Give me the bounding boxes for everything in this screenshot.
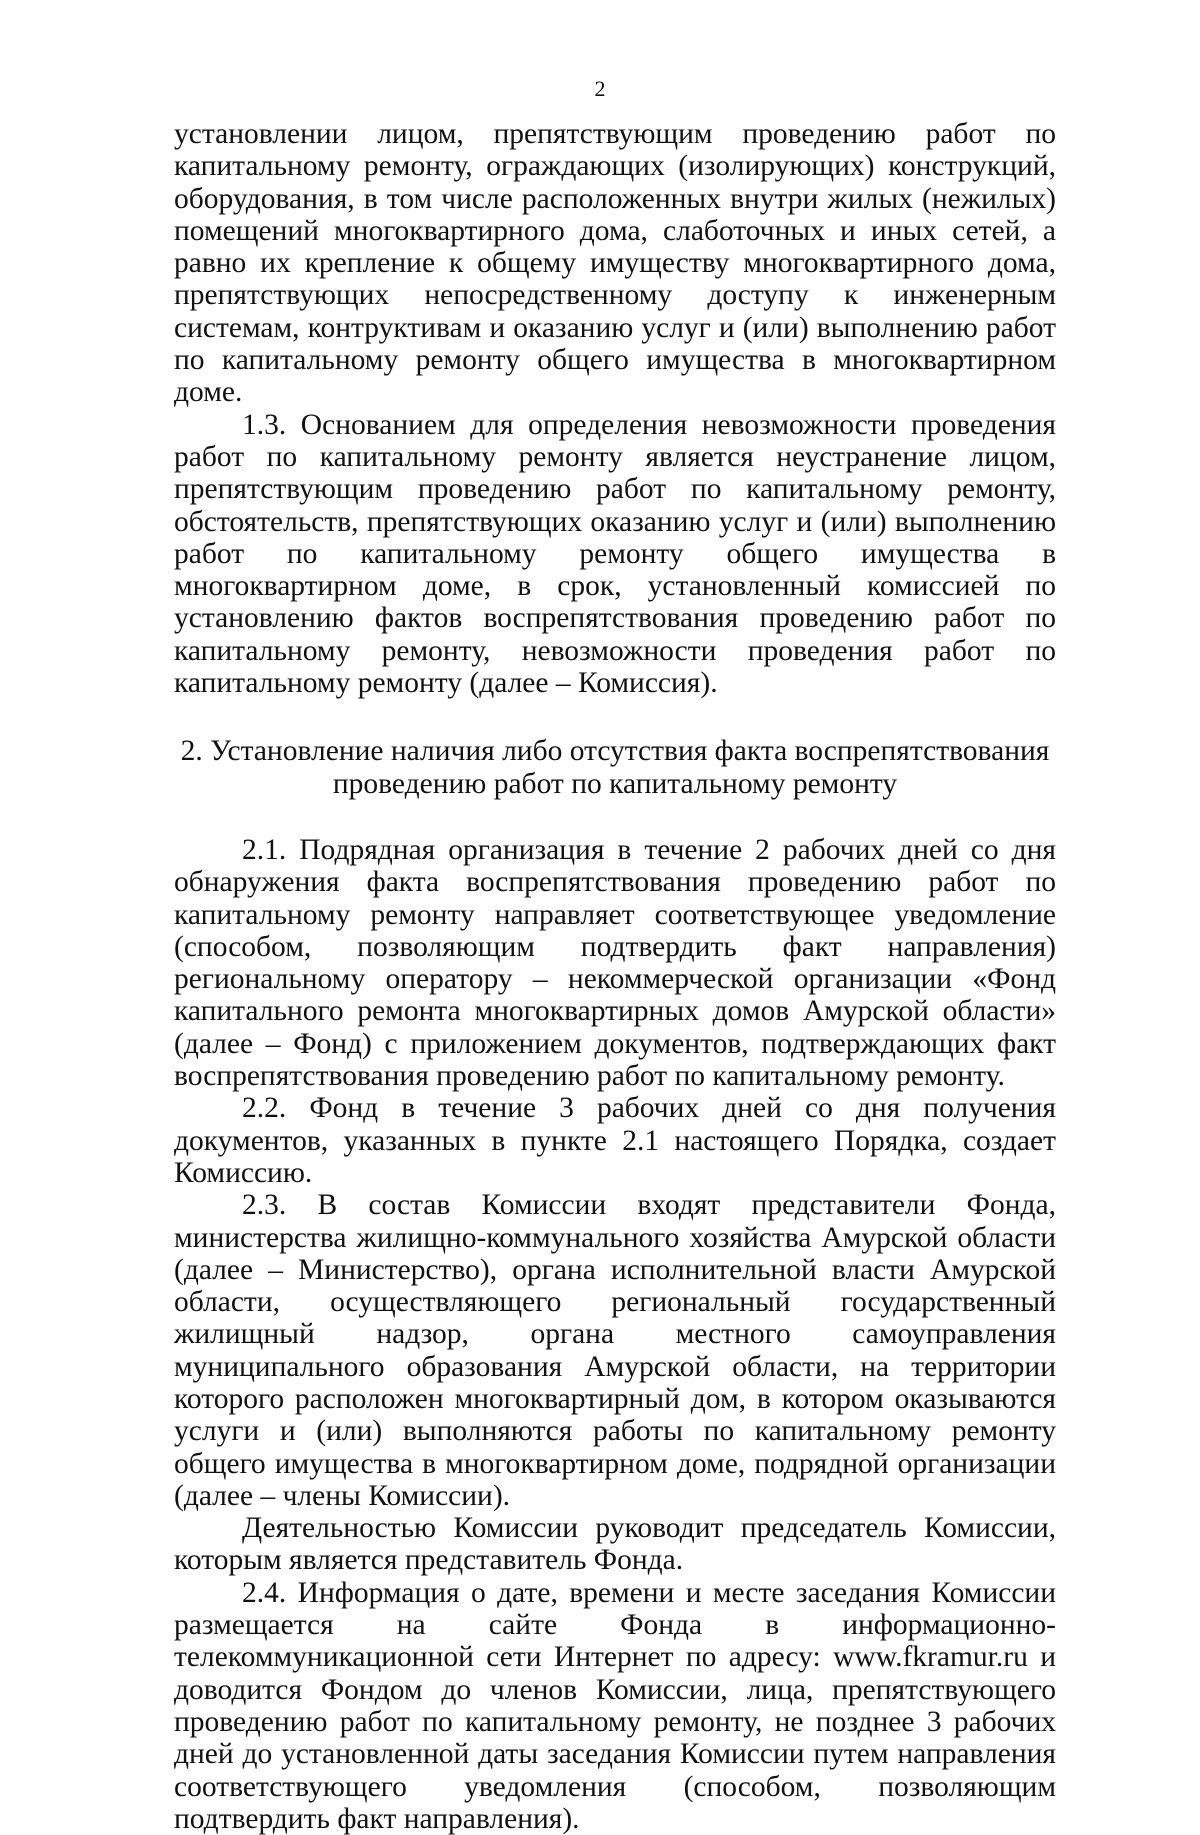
document-body	[174, 118, 1056, 1835]
page-number: 2	[594, 76, 606, 101]
section-heading-line-2: проведению работ по капитальному ремонту	[332, 767, 898, 800]
paragraph-2-3: 2.3. В состав Комиссии входят представители Фонда, министерства жилищно-коммунального хозяйства Амурской области (далее – Министерство), органа исполнительной власти Амурской области, осуществляющего региональный государственный жилищный надзор, органа местного самоуправления муниципального образования Амурской области, на территории которого расположен многоквартирный дом, в котором оказываются услуги и (или) выполняются работы по капитальному ремонту общего имущества в многоквартирном доме, подрядной организации (далее – члены Комиссии).	[174, 1189, 1056, 1512]
paragraph-2-4: 2.4. Информация о дате, времени и месте заседания Комиссии размещается на сайте Фонда в информационно-телекоммуникационной сети Интернет по адресу: www.fkramur.ru и доводится Фондом до членов Комиссии, лица, препятствующего проведению работ по капитальному ремонту, не позднее 3 рабочих дней до установленной даты заседания Комиссии путем направления соответствующего уведомления (способом, позволяющим подтвердить факт направления).	[174, 1576, 1056, 1835]
section-heading	[174, 735, 1056, 800]
paragraph-2-2: 2.2. Фонд в течение 3 рабочих дней со дня получения документов, указанных в пункте 2.1 настоящего Порядка, создает Комиссию.	[174, 1092, 1056, 1189]
paragraph-1-3: 1.3. Основанием для определения невозможности проведения работ по капитальному ремонту является неустранение лицом, препятствующим проведению работ по капитальному ремонту, обстоятельств, препятствующих оказанию услуг и (или) выполнению работ по капитальному ремонту общего имущества в многоквартирном доме, в срок, установленный комиссией по установлению фактов воспрепятствования проведению работ по капитальному ремонту, невозможности проведения работ по капитальному ремонту (далее – Комиссия).	[174, 408, 1056, 700]
section-heading-line-1: 2. Установление наличия либо отсутствия факта воспрепятствования	[180, 735, 1050, 768]
paragraph-2-1: 2.1. Подрядная организация в течение 2 рабочих дней со дня обнаружения факта воспрепятствования проведению работ по капитальному ремонту направляет соответствующее уведомление (способом, позволяющим подтвердить факт направления) региональному оператору – некоммерческой организации «Фонд капитального ремонта многоквартирных домов Амурской области» (далее – Фонд) с приложением документов, подтверждающих факт воспрепятствования проведению работ по капитальному ремонту.	[174, 833, 1056, 1093]
paragraph-chairman: Деятельностью Комиссии руководит председатель Комиссии, которым является представитель Фонда.	[174, 1512, 1056, 1577]
paragraph-continuation: установлении лицом, препятствующим проведению работ по капитальному ремонту, ограждающих (изолирующих) конструкций, оборудования, в том числе расположенных внутри жилых (нежилых) помещений многоквартирного дома, слаботочных и иных сетей, а равно их крепление к общему имуществу многоквартирного дома, препятствующих непосредственному доступу к инженерным системам, контруктивам и оказанию услуг и (или) выполнению работ по капитальному ремонту общего имущества в многоквартирном доме.	[174, 118, 1056, 409]
